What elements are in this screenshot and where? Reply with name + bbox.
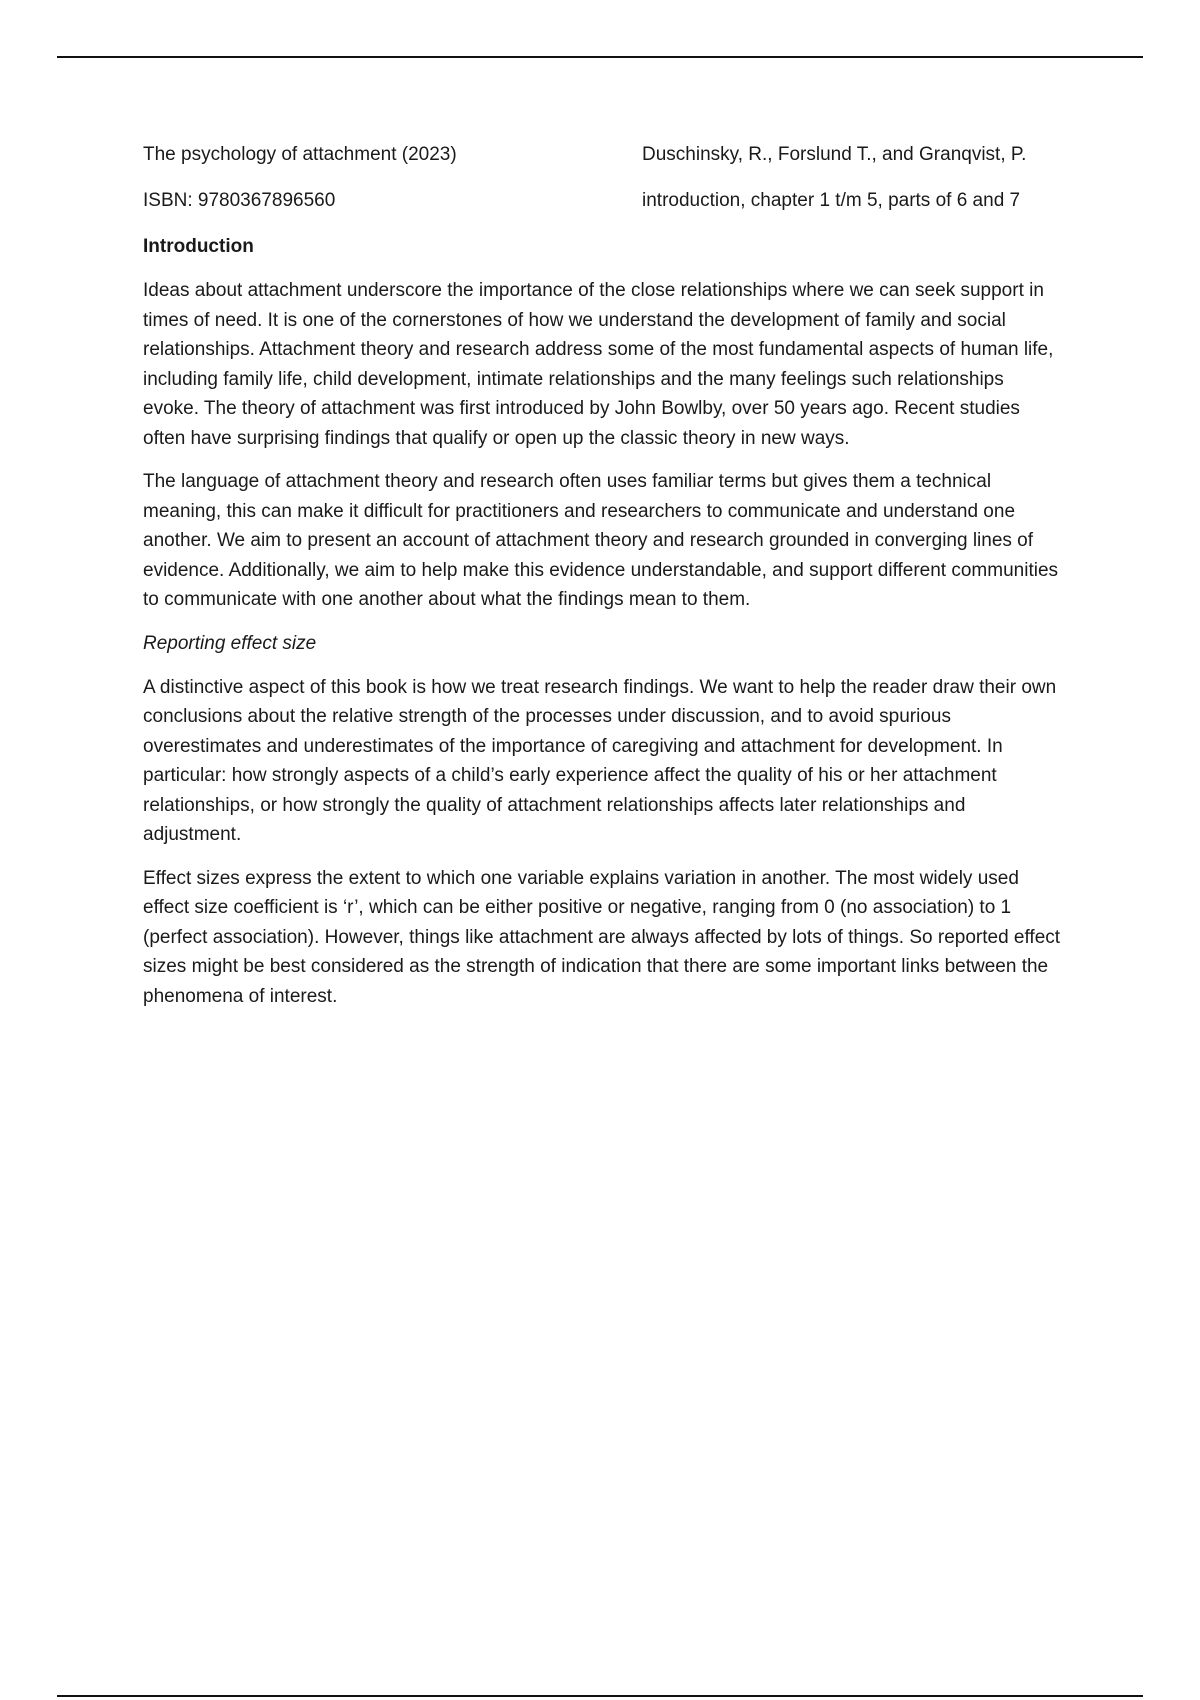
book-chapters: introduction, chapter 1 t/m 5, parts of 6 and 7 — [642, 190, 1021, 211]
book-authors: Duschinsky, R., Forslund T., and Granqvist, P. — [642, 144, 1027, 165]
effect-size-paragraph-2: Effect sizes express the extent to which one variable explains variation in another. The most widely used effect size coefficient is ‘r’, which can be either positive or negative, ranging from 0 (no association) to 1 (perfect association). However, things like attachment are always affected by lots of things. So reported effect sizes might be best considered as the strength of indication that there are some important links between the phenomena of interest. — [143, 867, 1061, 1007]
meta-row-isbn — [143, 186, 1063, 216]
introduction-heading: Introduction — [143, 236, 254, 257]
bottom-rule — [57, 1695, 1143, 1697]
top-rule — [57, 56, 1143, 58]
intro-paragraph-1: Ideas about attachment underscore the importance of the close relationships where we can seek support in times of need. It is one of the cornerstones of how we understand the development of family and social relationships. Attachment theory and research address some of the most fundamental aspects of human life, including family life, child development, intimate relationships and the many feelings such relationships evoke. The theory of attachment was first introduced by John Bowlby, over 50 years ago. Recent studies often have surprising findings that qualify or open up the classic theory in new ways. — [143, 280, 1054, 449]
meta-row-title — [143, 140, 1063, 170]
intro-paragraph-2: The language of attachment theory and research often uses familiar terms but gives them a technical meaning, this can make it difficult for practitioners and researchers to communicate and understand one another. We aim to present an account of attachment theory and research grounded in converging lines of evidence. Additionally, we aim to help make this evidence understandable, and support different communities to communicate with one another about what the findings mean to them. — [143, 471, 1059, 610]
book-title: The psychology of attachment (2023) — [143, 144, 457, 165]
effect-size-paragraph-1: A distinctive aspect of this book is how we treat research findings. We want to help the reader draw their own conclusions about the relative strength of the processes under discussion, and to avoid spurious overestimates and underestimates of the importance of caregiving and attachment for development. In particular: how strongly aspects of a child’s early experience affect the quality of his or her attachment relationships, or how strongly the quality of attachment relationships affects later relationships and adjustment. — [143, 676, 1057, 845]
effect-size-heading: Reporting effect size — [143, 632, 317, 654]
document-body — [143, 140, 1063, 1025]
book-isbn: ISBN: 9780367896560 — [143, 190, 336, 211]
